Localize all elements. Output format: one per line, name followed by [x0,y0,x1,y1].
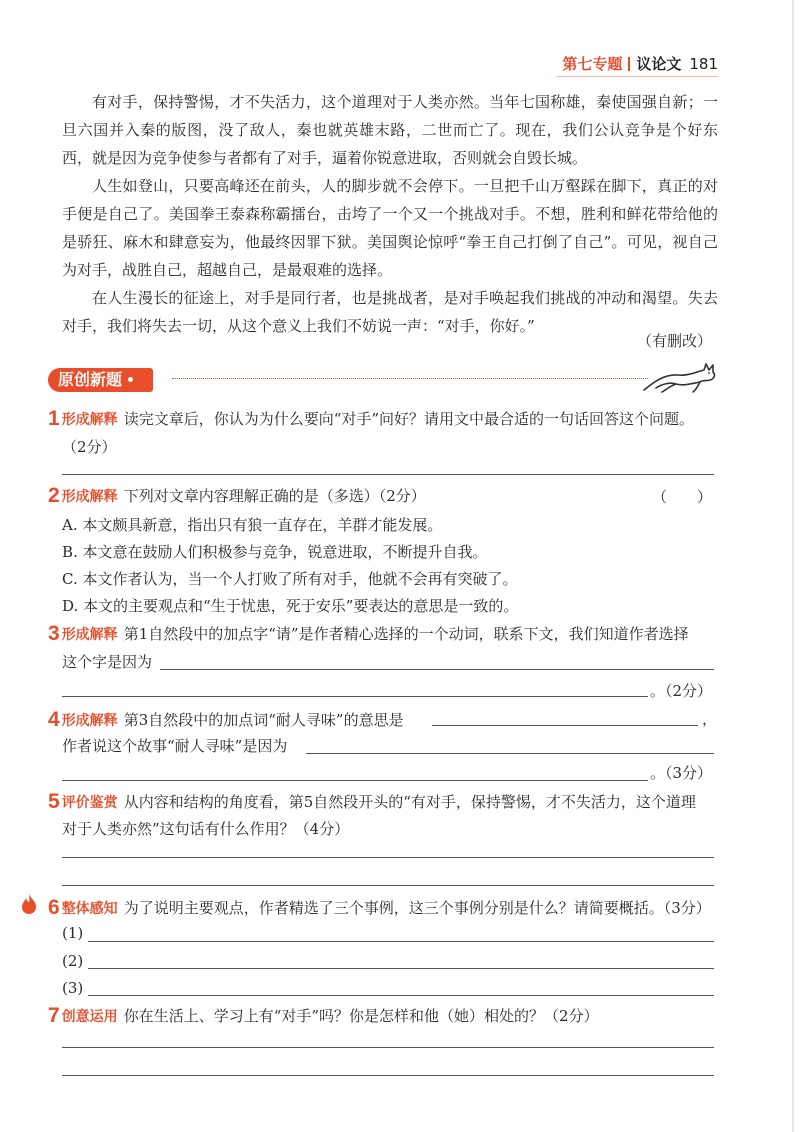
header-topic: 第七专题 [562,55,623,73]
answer-line[interactable] [62,780,648,781]
question-tag: 整体感知 [61,901,118,917]
question-tag: 评价鉴赏 [61,795,118,811]
question-number: 7 [48,1004,60,1027]
header-category: 议论文 [636,55,682,73]
item-label: (1) [62,924,84,942]
header-rule [556,76,718,77]
question-points: 。（2分） [650,682,713,700]
question-number: 1 [48,407,60,430]
banner-dot [128,377,133,382]
answer-line[interactable] [432,725,698,726]
question-text: 读完文章后，你认为为什么要向“对手”问好？请用文中最合适的一句话回答这个问题。 [123,410,695,428]
item-label: (3) [62,979,84,997]
answer-parentheses[interactable]: （ ） [652,488,713,506]
question-text: 第1自然段中的加点字“请”是作者精心选择的一个动词，联系下文，我们知道作者选择 [123,625,689,643]
source-credit: （有删改） [636,332,712,350]
question-text: 为了说明主要观点，作者精选了三个事例，这三个事例分别是什么？请简要概括。（3分） [123,899,711,917]
question-points: （2分） [62,438,117,456]
section-banner-label: 原创新题 [58,370,123,389]
question-tag: 创意运用 [61,1009,118,1025]
answer-line[interactable] [306,753,714,754]
section-banner [48,368,153,392]
answer-line[interactable] [88,941,714,942]
question-text: 下列对文章内容理解正确的是（多选）（2分） [123,487,426,505]
question-5 [48,788,716,817]
item-label: (2) [62,952,84,970]
choice-option-a[interactable]: A. 本文颇具新意，指出只有狼一直存在，羊群才能发展。 [62,516,443,534]
flame-icon [20,893,38,915]
answer-line[interactable] [62,696,648,697]
choice-option-d[interactable]: D. 本文的主要观点和“生于忧患，死于安乐”要表达的意思是一致的。 [62,597,519,615]
page-edge [792,0,794,1132]
choice-option-b[interactable]: B. 本文意在鼓励人们积极参与竞争，锐意进取，不断提升自我。 [62,543,488,561]
question-number: 2 [48,484,60,507]
question-continuation: 这个字是因为 [62,653,153,671]
question-continuation: 作者说这个故事“耐人寻味”是因为 [62,737,288,755]
answer-line[interactable] [62,474,714,475]
answer-line[interactable] [88,995,714,996]
question-2 [48,482,716,511]
question-number: 5 [48,790,60,813]
answer-line[interactable] [62,885,714,886]
question-text: 从内容和结构的角度看，第5自然段开头的“有对手，保持警惕，才不失活力，这个道理 [123,793,696,811]
question-continuation: 对于人类亦然”这句话有什么作用？（4分） [62,820,350,838]
answer-line[interactable] [62,1047,714,1048]
answer-line[interactable] [62,857,714,858]
answer-line[interactable] [160,669,714,670]
question-3 [48,620,716,649]
question-number: 4 [48,708,60,731]
question-number: 3 [48,622,60,645]
banner-dotted-line [172,378,648,379]
answer-line[interactable] [88,968,714,969]
question-text: 第3自然段中的加点词“耐人寻味”的意思是 [123,711,404,729]
question-4 [48,706,716,735]
question-tag: 形成解释 [61,627,118,643]
cat-icon [640,360,720,396]
question-tag: 形成解释 [61,489,118,505]
question-6 [48,894,716,923]
article-text [62,88,718,340]
question-tag: 形成解释 [61,713,118,729]
question-7 [48,1002,716,1031]
header-divider [628,57,630,71]
question-points: 。（3分） [650,764,713,782]
page-number: 181 [689,55,718,73]
choice-option-c[interactable]: C. 本文作者认为，当一个人打败了所有对手，他就不会再有突破了。 [62,570,518,588]
question-1 [48,405,716,434]
article-paragraph: 在人生漫长的征途上，对手是同行者，也是挑战者，是对手唤起我们挑战的冲动和渴望。失去对手，我们将失去一切，从这个意义上我们不妨说一声：“对手，你好。” [62,289,718,335]
article-paragraph: 人生如登山，只要高峰还在前头，人的脚步就不会停下。一旦把千山万壑踩在脚下，真正的对手便是自己了。美国拳王泰森称霸擂台，击垮了一个又一个挑战对手。不想，胜利和鲜花带给他的是骄狂、麻木和肆意妄为，他最终因罪下狱。美国舆论惊呼“拳王自己打倒了自己”。可见，视自己为对手，战胜自己，超越自己，是最艰难的选择。 [62,177,718,279]
question-text: 你在生活上、学习上有“对手”吗？你是怎样和他（她）相处的？（2分） [123,1007,599,1025]
question-comma: ， [702,710,718,728]
question-tag: 形成解释 [61,412,118,428]
answer-line[interactable] [62,1075,714,1076]
page-header [562,53,718,74]
question-number: 6 [48,896,60,919]
article-paragraph: 有对手，保持警惕，才不失活力，这个道理对于人类亦然。当年七国称雄，秦使国强自新；一旦六国并入秦的版图，没了敌人，秦也就英雄末路，二世而亡了。现在，我们公认竞争是个好东西，就是因为竞争使参与者都有了对手，逼着你锐意进取，否则就会自毁长城。 [62,93,718,167]
